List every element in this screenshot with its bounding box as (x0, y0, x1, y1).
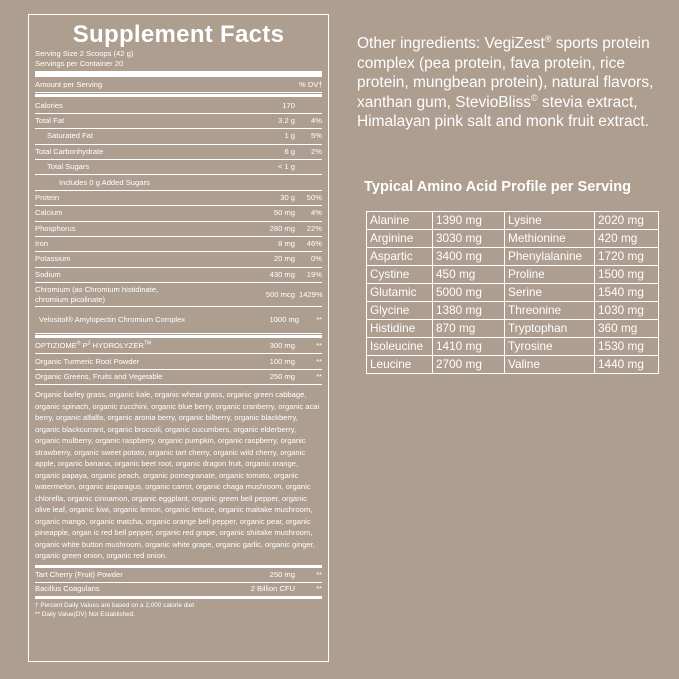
proprietary-row: Organic Turmeric Root Powder 100 mg ** (35, 354, 322, 369)
header-dv: % DV† (299, 80, 323, 90)
nutrient-row: Total Sugars < 1 g (35, 160, 322, 175)
divider-thick (35, 71, 322, 77)
extra-row: Tart Cherry (Fruit) Powder 250 mg ** (35, 568, 322, 583)
nutrient-row: Protein 30 g 50% (35, 191, 322, 206)
amino-acid-amount: 3030 mg (433, 230, 505, 248)
amino-row (367, 338, 659, 356)
nutrient-row: Phosphorus 280 mg 22% (35, 222, 322, 237)
amino-acid-name: Glutamic (367, 284, 433, 302)
nutrient-row: Velositol® Amylopectin Chromium Complex 1000 mg ** (35, 307, 322, 334)
nutrient-row: Saturated Fat 1 g 5% (35, 129, 322, 144)
serving-size: Serving Size 2 Scoops (42 g) (35, 49, 134, 58)
amino-row (367, 212, 659, 230)
amino-acid-amount: 2020 mg (595, 212, 659, 230)
table-header (35, 78, 322, 93)
divider-medium (35, 335, 322, 338)
proprietary-row: OPTIZIOME® $P^3$ HYDROLYZER™ 300 mg ** (35, 339, 322, 354)
amino-acid-amount: 2700 mg (433, 356, 505, 374)
amino-row (367, 320, 659, 338)
amino-row (367, 356, 659, 374)
amino-row (367, 248, 659, 266)
amino-acid-name: Serine (505, 284, 595, 302)
amino-acid-name: Tyrosine (505, 338, 595, 356)
amino-acid-amount: 3400 mg (433, 248, 505, 266)
amino-row (367, 266, 659, 284)
nutrient-row: Calcium 50 mg 4% (35, 206, 322, 221)
nutrient-row: Total Fat 3.2 g 4% (35, 114, 322, 129)
amino-row (367, 230, 659, 248)
footnotes (35, 599, 322, 619)
amino-acid-amount: 870 mg (433, 320, 505, 338)
amino-acid-amount: 1030 mg (595, 302, 659, 320)
amino-acid-name: Alanine (367, 212, 433, 230)
nutrient-row: Chromium (as Chromium histidinate, chromium picolinate) 500 mcg 1429% (35, 283, 322, 307)
proprietary-row: Organic Greens, Fruits and Vegetable 250 mg ** (35, 370, 322, 385)
amino-acid-amount: 1720 mg (595, 248, 659, 266)
amino-acid-name: Phenylalanine (505, 248, 595, 266)
amino-acid-name: Lysine (505, 212, 595, 230)
nutrient-row: Total Carbonhydrate 6 g 2% (35, 145, 322, 160)
nutrient-row: Calories 170 (35, 98, 322, 113)
nutrient-row: Sodium 430 mg 19% (35, 268, 322, 283)
amino-acid-amount: 360 mg (595, 320, 659, 338)
amino-acid-title: Typical Amino Acid Profile per Serving (364, 179, 632, 195)
amino-acid-name: Glycine (367, 302, 433, 320)
amino-acid-name: Methionine (505, 230, 595, 248)
amino-row (367, 284, 659, 302)
amino-acid-name: Threonine (505, 302, 595, 320)
nutrient-row: Iron 8 mg 46% (35, 237, 322, 252)
amino-acid-name: Valine (505, 356, 595, 374)
divider-medium (35, 94, 322, 97)
blend-ingredients-text: Organic barley grass, organic kale, organic wheat grass, organic green cabbage, organic spinach, organic zucchini, organic blue berry, organic cranberry, organic acai berry, organic alfalfa, organic aronia berry, organic bilberry, organic blackberry, organic blackcurrant, organic broccoli, organic cucumbers, organic elderberry, organic mulberry, organic raspberry, organic pumpkin, organic raspberry, organic strawberry, organic sweet potato, organic tart cherry, organic wild cherry, organic apple, organic banana, organic beet root, organic dragon fruit, organic orange, organic papaya, organic peach, organic pomegranate, organic tomato, organic watermelon, organic asparagus, organic carrot, organic chaga mushroom, organic chlorella, organic cinnamon, organic eggplant, organic green bell pepper, organic olive leaf, organic kiwi, organic lemon, organic lettuce, organic maitake mushroom, organic mango, organic matcha, organic orange bell pepper, organic pear, organic pineapple, organ ic red bell pepper, organic red grape, organic shiitake mushroom, organic white button mushroom, organic white grape, organic garlic, organic ginger, organic green onion, organic red onion. (35, 385, 322, 568)
amino-acid-name: Proline (505, 266, 595, 284)
amino-acid-name: Isoleucine (367, 338, 433, 356)
nutrient-row: Potassium 20 mg 0% (35, 252, 322, 267)
amino-acid-amount: 1500 mg (595, 266, 659, 284)
amino-acid-name: Aspartic (367, 248, 433, 266)
header-amount-per-serving: Amount per Serving (35, 80, 103, 90)
nutrient-row: Includes 0 g Added Sugars (35, 175, 322, 190)
amino-acid-amount: 1390 mg (433, 212, 505, 230)
amino-acid-table (366, 211, 659, 374)
extra-row: Bacillus Coagulans 2 Billion CFU ** (35, 583, 322, 598)
amino-acid-name: Leucine (367, 356, 433, 374)
amino-acid-name: Histidine (367, 320, 433, 338)
amino-row (367, 302, 659, 320)
amino-acid-amount: 420 mg (595, 230, 659, 248)
amino-acid-amount: 1440 mg (595, 356, 659, 374)
supplement-facts-title: Supplement Facts (72, 21, 285, 48)
amino-acid-amount: 1540 mg (595, 284, 659, 302)
servings-per-container: Servings per Container 20 (35, 59, 124, 68)
footnote-not-established: ** Daily Value(DV) Not Established. (35, 610, 136, 618)
amino-acid-amount: 5000 mg (433, 284, 505, 302)
amino-acid-amount: 450 mg (433, 266, 505, 284)
amino-acid-name: Tryptophan (505, 320, 595, 338)
amino-acid-name: Arginine (367, 230, 433, 248)
amino-acid-name: Cystine (367, 266, 433, 284)
other-ingredients: Other ingredients: VegiZest® sports protein complex (pea protein, fava protein, rice protein, mungbean protein), natural flavors, xanthan gum, StevioBliss© stevia extract, Himalayan pink salt and monk fruit extract. (357, 33, 654, 130)
footnote-dv: † Percent Daily Values are based on a 2,000 calorie diet (35, 601, 195, 609)
amino-acid-amount: 1410 mg (433, 338, 505, 356)
supplement-facts-panel (28, 14, 329, 662)
amino-acid-amount: 1530 mg (595, 338, 659, 356)
amino-acid-amount: 1380 mg (433, 302, 505, 320)
